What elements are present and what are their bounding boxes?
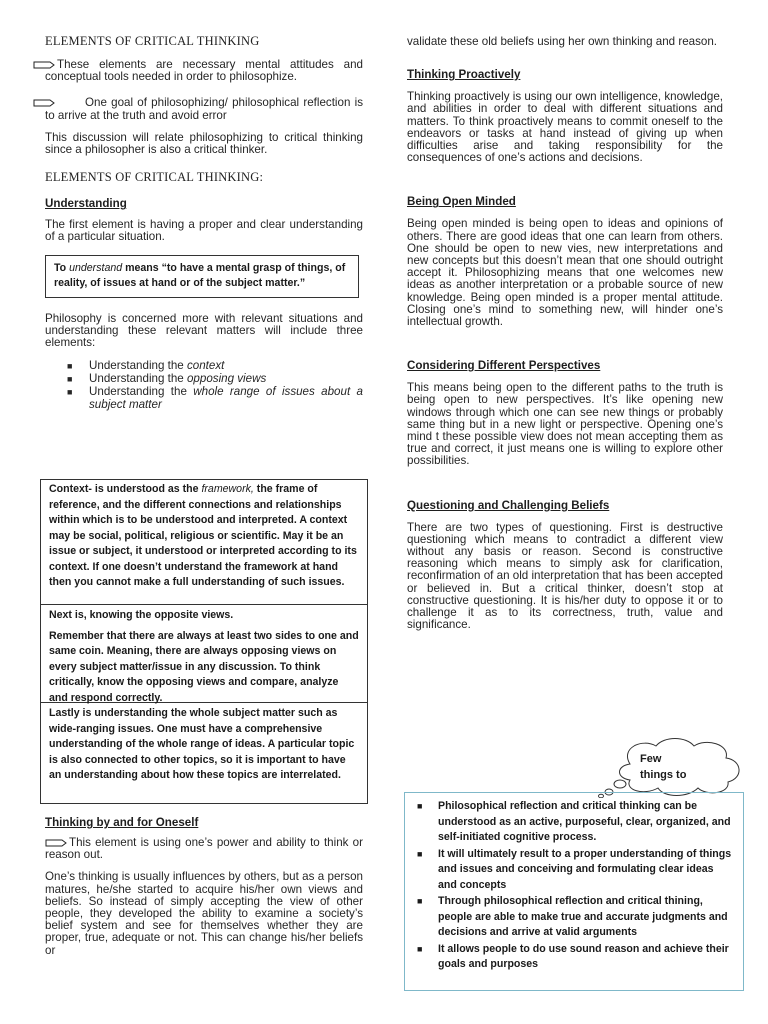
summary-box <box>404 792 744 991</box>
summary-item: ■ It will ultimately result to a proper understanding of things and issues and conceiving and formulating clear ideas and concepts <box>417 847 732 891</box>
philosophy-paragraph: Philosophy is concerned more with relevant situations and understanding these relevant matters will include three elements: <box>45 311 363 350</box>
section-title-2: ELEMENTS OF CRITICAL THINKING: <box>45 170 264 185</box>
heading-thinking-by-oneself: Thinking by and for Oneself <box>45 816 199 829</box>
intro-point-2: One goal of philosophizing/ philosophical reflection is to arrive at the truth and avoid error <box>45 97 363 121</box>
heading-questioning-beliefs: Questioning and Challenging Beliefs <box>407 498 610 512</box>
intro-point-1: These elements are necessary mental attitudes and conceptual tools needed in order to philosophize. <box>45 59 363 83</box>
definition-box: To understand means “to have a mental grasp of things, of reality, of issues at hand or of the subject matter.” <box>45 255 359 298</box>
arrow-bullet-icon <box>33 60 55 70</box>
open-minded-paragraph: Being open minded is being open to ideas and opinions of others. There are good ideas that one can learn from others. One should be open to new vies, new interpretations and new concepts but this doesn’t mean that one should outright accept it. Philosophizing means that one welcomes new ideas as another interpretation or a probable source of new knowledge. Being open minded is a proper mental attitude. Closing one’s mind to something new, will hinder one’s intellectual growth. <box>407 217 723 329</box>
understanding-list <box>45 360 363 411</box>
explanation-boxes <box>40 479 368 804</box>
oneself-paragraph: One’s thinking is usually influences by others, but as a person matures, he/she started to acquire his/her own views and beliefs. So instead of simply accepting the view of other people, they developed the ability to examine a society’s belief system and see for themselves whether they are proper, true, adequate or not. This can change his/her beliefs or <box>45 870 363 957</box>
list-item: ■ Understanding the context <box>67 359 225 373</box>
proactive-paragraph: Thinking proactively is using our own intelligence, knowledge, and abilities in order to deal with different situations and matters. To think proactively means to commit oneself to the endeavors or tasks at hand instead of giving up when difficulties arise and taking responsibility for the consequences of one’s actions and decisions. <box>407 90 723 165</box>
summary-item: ■ It allows people to do use sound reason and achieve their goals and purposes <box>417 942 729 970</box>
right-column <box>407 36 723 632</box>
perspectives-paragraph: This means being open to the different paths to the truth is being open to new perspectives. It’s like opening new windows through which one can see new things or probably same thing but in a new light or perspective. Opening one’s mind t these possible view does not mean accepting them as true and correct, it just means one is willing to explore other possibilities. <box>407 381 723 468</box>
summary-list <box>413 799 735 973</box>
heading-different-perspectives: Considering Different Perspectives <box>407 359 601 373</box>
heading-open-minded: Being Open Minded <box>407 195 516 209</box>
list-item: ■ Understanding the whole range of issues about a subject matter <box>67 384 363 411</box>
summary-item: ■ Through philosophical reflection and critical thining, people are able to make true and accurate judgments and decisions and arrive at valid arguments <box>417 895 728 938</box>
understanding-paragraph: The first element is having a proper and clear understanding of a particular situation. <box>45 218 363 244</box>
context-box: Context- is understood as the framework, the frame of reference, and the different connections and relationships within which is to be understood and interpreted. A context may be social, political, religious or scientific. May it be an issue or subject, it understood or interpreted according to its context. If one doesn’t understand the framework at hand then you cannot make a full understanding of such issues. <box>40 479 368 605</box>
cloud-caption: Few things to <box>640 753 687 781</box>
questioning-paragraph: There are two types of questioning. First is destructive questioning which means to contradict a different view without any basis or reason. Second is constructive reasoning which means to simply ask for clarification, reconfirmation of an old interpretation that has been accepted or believed in. But a critical thinker, doesn’t stop at constructive questioning. It is his/her duty to oppose it or to challenge it as to its correctness, truth, value and significance. <box>407 520 723 632</box>
arrow-bullet-icon <box>45 838 67 848</box>
list-item: ■ Understanding the opposing views <box>67 372 267 386</box>
section-title: ELEMENTS OF CRITICAL THINKING <box>45 34 260 48</box>
heading-thinking-proactively: Thinking Proactively <box>407 68 521 82</box>
intro-paragraph: This discussion will relate philosophizing to critical thinking since a philosopher is also a critical thinker. <box>45 130 363 157</box>
opposite-views-box: Next is, knowing the opposite views. Remember that there are always at least two sides to one and same coin. Meaning, there are always opposing views on every subject matter/issue in any discussion. To think critically, know the opposing views and compare, analyze and respond correctly. <box>40 605 368 703</box>
summary-item: ■ Philosophical reflection and critical thinking can be understood as an active, purposeful, clear, organized, and self-initiated cognitive process. <box>417 800 731 843</box>
continuation-paragraph: validate these old beliefs using her own thinking and reason. <box>407 35 718 48</box>
arrow-bullet-icon <box>33 98 55 108</box>
left-column <box>45 34 363 411</box>
oneself-section: Thinking by and for Oneself This element is using one’s power and ability to think or reason out. One’s thinking is usually influences by others, but as a person matures, he/she started to acquire his/her own views and beliefs. So instead of simply accepting the view of other people, they developed the ability to examine a society’s belief system and see for themselves whether they are proper, true, adequate or not. This can change his/her beliefs or <box>45 816 363 957</box>
whole-subject-box: Lastly is understanding the whole subject matter such as wide-ranging issues. One must have a comprehensive understanding of the whole range of ideas. A particular topic is also connected to other topics, so it is important to have an understanding about how these topics are interrelated. <box>40 703 368 804</box>
heading-understanding: Understanding <box>45 197 127 211</box>
